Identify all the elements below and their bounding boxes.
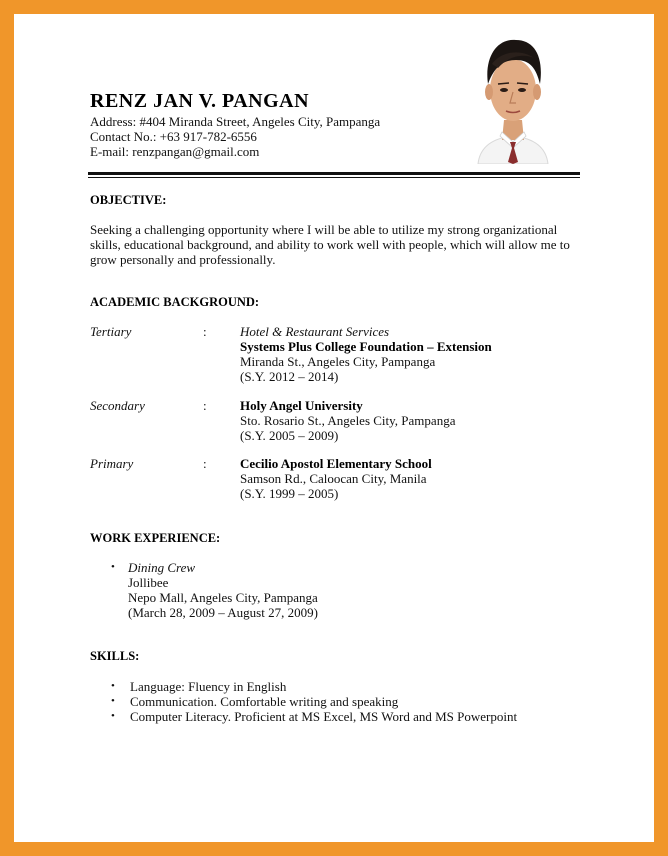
education-level-tertiary: Tertiary xyxy=(90,324,132,339)
skill-item: Communication. Comfortable writing and speaking xyxy=(130,694,399,709)
email-line: E-mail: renzpangan@gmail.com xyxy=(90,144,260,159)
work-heading: WORK EXPERIENCE: xyxy=(90,531,221,545)
objective-line: skills, educational background, and ability to work well with people, which will allow me to xyxy=(90,237,570,252)
education-separator: : xyxy=(203,456,207,471)
education-level-primary: Primary xyxy=(90,456,134,471)
applicant-name: RENZ JAN V. PANGAN xyxy=(90,90,310,112)
education-school: Systems Plus College Foundation – Extension xyxy=(240,339,492,354)
bullet-icon: • xyxy=(111,695,115,707)
education-address: Sto. Rosario St., Angeles City, Pampanga xyxy=(240,413,456,428)
profile-photo xyxy=(470,28,556,164)
work-position: Dining Crew xyxy=(128,560,196,575)
academic-heading: ACADEMIC BACKGROUND: xyxy=(90,295,260,309)
bullet-icon: • xyxy=(111,561,115,573)
education-school: Holy Angel University xyxy=(240,398,363,413)
education-address: Samson Rd., Caloocan City, Manila xyxy=(240,471,427,486)
education-separator: : xyxy=(203,398,207,413)
skill-item: Computer Literacy. Proficient at MS Excel, MS Word and MS Powerpoint xyxy=(130,709,518,724)
objective-line: grow personally and professionally. xyxy=(90,252,276,267)
work-entry xyxy=(128,560,318,620)
education-years: (S.Y. 1999 – 2005) xyxy=(240,486,339,501)
education-entry-secondary xyxy=(240,398,455,443)
contact-number: Contact No.: +63 917-782-6556 xyxy=(90,129,257,144)
education-school: Cecilio Apostol Elementary School xyxy=(240,456,432,471)
skills-heading: SKILLS: xyxy=(90,649,140,663)
objective-line: Seeking a challenging opportunity where I will be able to utilize my strong organizational xyxy=(90,222,558,237)
header-divider-thin xyxy=(88,177,580,178)
education-level-secondary: Secondary xyxy=(90,398,145,413)
header-divider-thick xyxy=(88,172,580,175)
education-years: (S.Y. 2012 – 2014) xyxy=(240,369,339,384)
education-course: Hotel & Restaurant Services xyxy=(240,324,390,339)
education-address: Miranda St., Angeles City, Pampanga xyxy=(240,354,436,369)
education-years: (S.Y. 2005 – 2009) xyxy=(240,428,339,443)
skill-item: Language: Fluency in English xyxy=(130,679,287,694)
bullet-icon: • xyxy=(111,710,115,722)
objective-heading: OBJECTIVE: xyxy=(90,193,167,207)
education-entry-tertiary xyxy=(240,324,492,384)
education-separator: : xyxy=(203,324,207,339)
bullet-icon: • xyxy=(111,680,115,692)
work-location: Nepo Mall, Angeles City, Pampanga xyxy=(128,590,318,605)
work-company: Jollibee xyxy=(128,575,169,590)
work-dates: (March 28, 2009 – August 27, 2009) xyxy=(128,605,318,620)
address-line: Address: #404 Miranda Street, Angeles City, Pampanga xyxy=(90,114,381,129)
objective-paragraph xyxy=(90,222,585,267)
education-entry-primary xyxy=(240,456,432,501)
